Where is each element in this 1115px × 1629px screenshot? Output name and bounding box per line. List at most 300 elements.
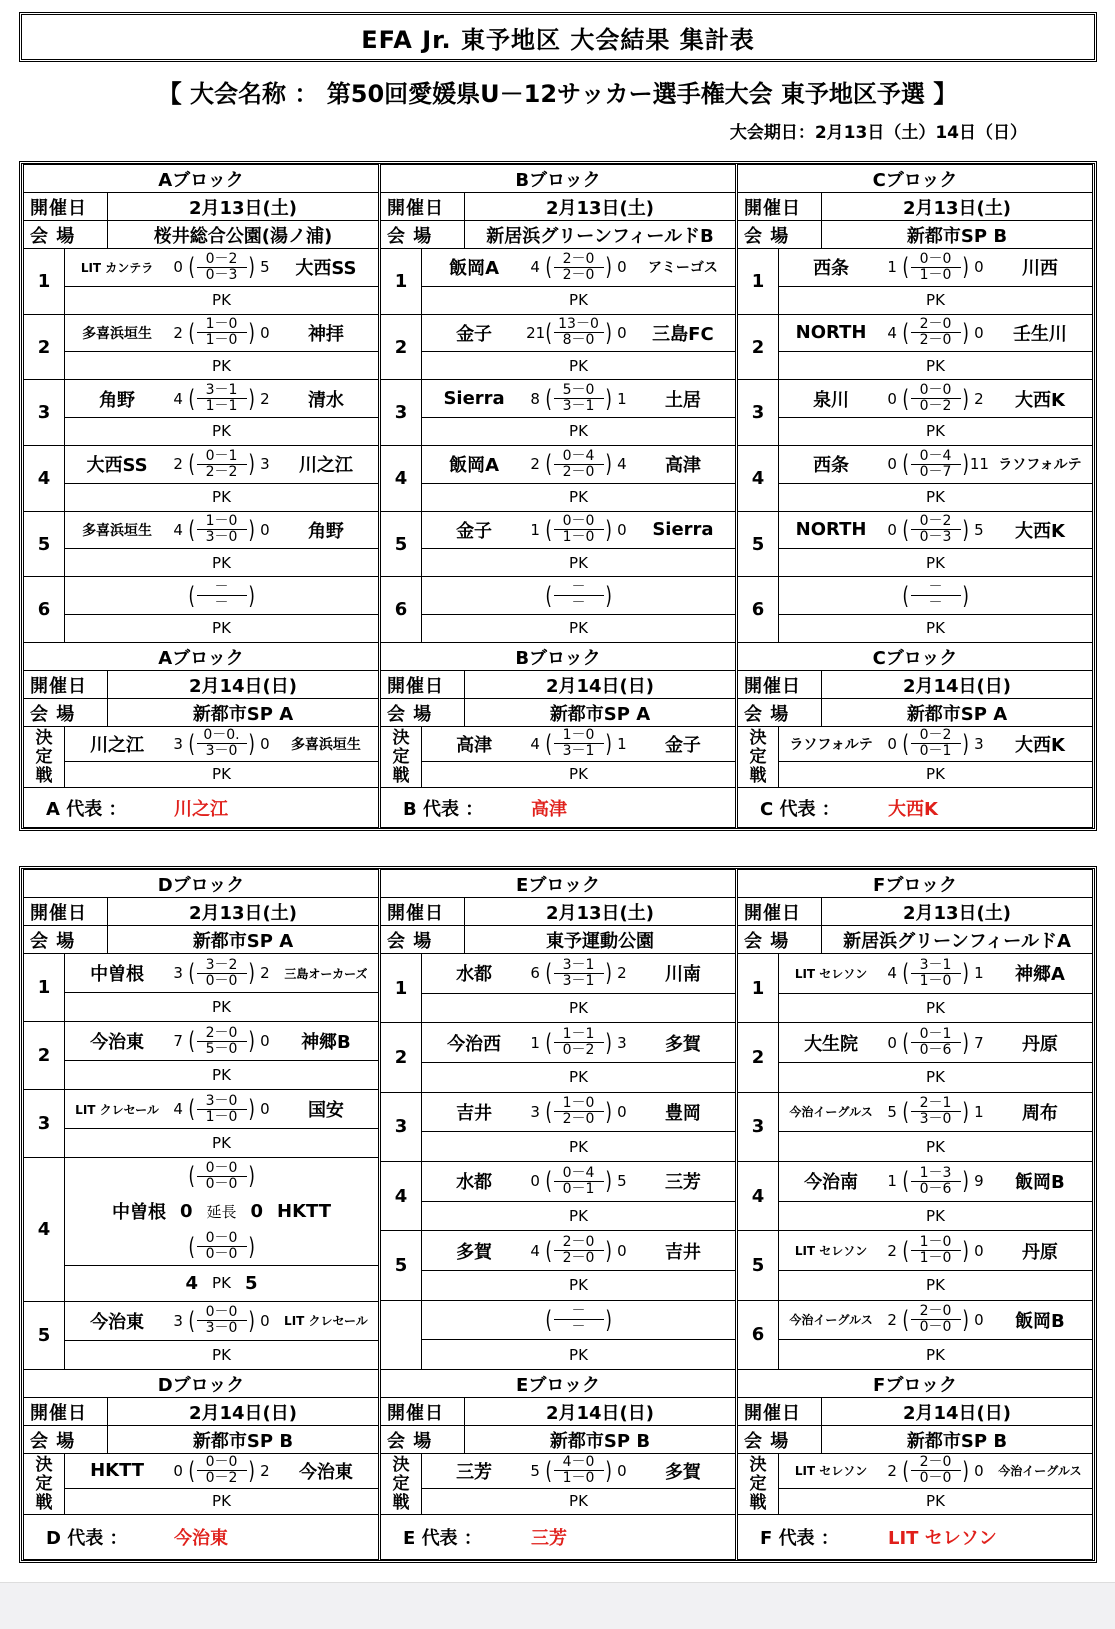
home-team: 三芳 <box>456 1461 493 1483</box>
venue-value: 新都市SP A <box>192 703 294 725</box>
away-team: 三島FC <box>652 323 714 345</box>
game-content <box>779 512 1092 577</box>
second-half: 0－0 <box>919 1319 952 1336</box>
paren-close: ) <box>604 318 612 347</box>
away-team: 今治東 <box>298 1461 353 1483</box>
paren-open: ( <box>545 1097 553 1126</box>
home-team: 中曽根 <box>90 964 145 985</box>
paren-close: ) <box>604 1456 612 1485</box>
game-row <box>24 954 378 1022</box>
venue-row <box>738 926 1092 954</box>
half-scores <box>554 317 604 348</box>
block-header-day2: Dブロック <box>24 1370 378 1398</box>
match-line <box>779 512 1092 549</box>
paren-open: ( <box>545 1028 553 1057</box>
home-score: 0 <box>530 1172 540 1191</box>
game-number: 1 <box>381 249 422 314</box>
home-team: 多喜浜垣生 <box>82 325 153 342</box>
paren-close: ) <box>961 1456 969 1485</box>
second-half: 0－2 <box>205 1470 238 1487</box>
game-row <box>24 446 378 512</box>
final-content <box>422 727 735 787</box>
final-content <box>779 727 1092 787</box>
home-score: 3 <box>173 1311 183 1330</box>
home-score: 7 <box>173 1032 183 1051</box>
away-team: 壬生川 <box>1012 323 1067 345</box>
score <box>526 383 631 414</box>
venue-label: 会 場 <box>381 1426 465 1453</box>
score <box>526 1455 631 1486</box>
paren-open: ( <box>188 1306 196 1335</box>
match-line <box>422 249 735 286</box>
paren-open: ( <box>188 1232 196 1261</box>
home-score: 0 <box>179 1200 193 1222</box>
half-scores <box>554 383 604 414</box>
game-row-extra <box>24 1158 378 1301</box>
home-team: 今治南 <box>804 1172 859 1194</box>
score <box>526 728 631 759</box>
pk-line: PK <box>65 761 378 787</box>
score <box>169 580 274 611</box>
pk-line: PK <box>422 417 735 445</box>
game-number: 3 <box>738 1093 779 1161</box>
pk-line: PK <box>779 1131 1092 1161</box>
game-number: 1 <box>381 954 422 1022</box>
game-number: 4 <box>738 1162 779 1230</box>
final-label-char: 定 <box>392 1473 410 1494</box>
first-half: 1－0 <box>554 1096 604 1112</box>
final-label-char: 定 <box>749 746 767 767</box>
game-number: 2 <box>381 1023 422 1091</box>
paren-open: ( <box>545 581 553 610</box>
away-team: 金子 <box>664 734 701 756</box>
final-content <box>65 1454 378 1514</box>
home-score: 0 <box>887 455 897 474</box>
block-header: Fブロック <box>738 870 1092 898</box>
block-b <box>380 164 736 828</box>
paren-open: ( <box>902 581 910 610</box>
game-content <box>422 315 735 380</box>
paren-open: ( <box>188 253 196 282</box>
date-row <box>24 193 378 221</box>
first-half: － <box>554 580 604 596</box>
game-content <box>779 380 1092 445</box>
game-row <box>24 1022 378 1090</box>
paren-close: ) <box>604 581 612 610</box>
venue-row <box>381 221 735 249</box>
game-row <box>381 512 735 578</box>
home-team: 飯岡A <box>449 258 500 280</box>
paren-open: ( <box>545 253 553 282</box>
match-line <box>422 446 735 483</box>
home-team: 大西SS <box>86 455 148 477</box>
home-team: 吉井 <box>456 1102 493 1124</box>
away-score: 0 <box>974 258 984 277</box>
final-match <box>24 1454 378 1515</box>
home-score: 6 <box>530 964 540 983</box>
away-score: 7 <box>974 1033 984 1052</box>
match-line <box>65 727 378 761</box>
home-score: 3 <box>173 964 183 982</box>
score <box>169 317 274 348</box>
away-score: 0 <box>617 258 627 277</box>
second-half: 0－6 <box>919 1042 952 1059</box>
second-half: 2－0 <box>562 1111 595 1128</box>
half-scores <box>554 1096 604 1127</box>
half-scores <box>197 252 247 283</box>
paren-open: ( <box>188 515 196 544</box>
away-score: 2 <box>260 964 270 982</box>
second-half: 3－0 <box>205 1320 238 1337</box>
paren-open: ( <box>902 959 910 988</box>
venue-row <box>738 221 1092 249</box>
game-content <box>65 577 378 642</box>
games-list <box>738 249 1092 643</box>
home-score: 1 <box>887 258 897 277</box>
away-score: 0 <box>974 1241 984 1260</box>
first-half: 0－0 <box>197 1161 247 1177</box>
final-label <box>381 1454 422 1514</box>
game-number: 5 <box>738 512 779 577</box>
pk-line: PK <box>65 1128 378 1157</box>
half-scores <box>197 514 247 545</box>
game-row <box>738 380 1092 446</box>
first-half: 3－1 <box>197 383 247 399</box>
game-row <box>381 249 735 315</box>
game-content <box>65 1302 378 1369</box>
paren-open: ( <box>545 729 553 758</box>
first-half: 3－2 <box>197 958 247 974</box>
game-number: 2 <box>738 1023 779 1091</box>
date-row <box>738 898 1092 926</box>
away-score: 0 <box>617 323 627 342</box>
block-representative <box>738 788 1092 827</box>
away-team: 神郷A <box>1014 964 1065 986</box>
first-half: － <box>911 580 961 596</box>
game-content <box>779 446 1092 511</box>
half-scores <box>197 449 247 480</box>
first-half: 2－0 <box>911 317 961 333</box>
home-score: 8 <box>530 389 540 408</box>
game-content <box>422 249 735 314</box>
second-half: － <box>214 595 229 612</box>
half-scores <box>197 1094 247 1125</box>
pk-line: PK <box>65 1340 378 1369</box>
game-row <box>381 577 735 643</box>
paren-open: ( <box>188 959 196 987</box>
paren-open: ( <box>188 318 196 347</box>
home-score: 4 <box>887 964 897 983</box>
score <box>526 317 631 348</box>
home-score: 0 <box>173 1461 183 1480</box>
venue-value: 新居浜グリーンフィールドB <box>486 225 714 247</box>
game-row <box>381 1162 735 1231</box>
representative-label: F 代表 ： <box>760 1528 839 1549</box>
paren-close: ) <box>604 1167 612 1196</box>
score <box>883 580 988 611</box>
venue-label: 会 場 <box>738 221 822 248</box>
away-score: 5 <box>617 1172 627 1191</box>
away-team: 大西SS <box>295 258 357 280</box>
match-line <box>779 1093 1092 1132</box>
half-scores <box>197 317 247 348</box>
final-content <box>422 1454 735 1514</box>
paren-close: ) <box>604 1097 612 1126</box>
away-team: 周布 <box>1021 1102 1058 1124</box>
first-half: 2－0 <box>911 1455 961 1471</box>
half-scores <box>554 252 604 283</box>
second-half: 5－0 <box>205 1040 238 1057</box>
game-number: 5 <box>24 512 65 577</box>
match-line <box>779 1023 1092 1062</box>
final-label-char: 戦 <box>749 1492 767 1513</box>
venue-row-day2 <box>24 699 378 727</box>
pk-line: PK <box>779 614 1092 642</box>
first-half: 0－4 <box>554 1166 604 1182</box>
home-score: 4 <box>173 1100 183 1119</box>
away-score: 0 <box>617 1241 627 1260</box>
home-team: 西条 <box>813 455 850 477</box>
date-label: 開催日 <box>24 193 108 220</box>
second-half: 1－0 <box>562 1470 595 1487</box>
first-half: 0－1 <box>197 449 247 465</box>
venue-label: 会 場 <box>24 221 108 248</box>
game-row <box>738 446 1092 512</box>
paren-close: ) <box>961 959 969 988</box>
second-half: 0－0 <box>919 1470 952 1487</box>
home-score: 0 <box>887 734 897 753</box>
date-value: 2月13日(土) <box>902 197 1012 219</box>
pk-line: PK <box>779 351 1092 379</box>
final-label-char: 戦 <box>392 1492 410 1513</box>
score <box>883 1235 988 1266</box>
first-half: 2－0 <box>554 252 604 268</box>
half-scores <box>197 383 247 414</box>
game-number: 5 <box>738 1231 779 1299</box>
match-line <box>779 727 1092 761</box>
paren-open: ( <box>902 253 910 282</box>
game-content <box>65 380 378 445</box>
game-row <box>381 954 735 1023</box>
representative-label: B 代表 ： <box>403 798 484 820</box>
score <box>169 1026 274 1057</box>
first-half: － <box>197 580 247 596</box>
final-content <box>65 727 378 787</box>
away-team: LIT クレセール <box>284 1314 368 1329</box>
first-half: 0－2 <box>197 252 247 268</box>
game-content <box>779 1023 1092 1091</box>
paren-close: ) <box>247 1456 255 1485</box>
game-row <box>381 1093 735 1162</box>
pk-line: PK <box>65 1488 378 1514</box>
away-team: 飯岡B <box>1015 1310 1065 1332</box>
block-header: Cブロック <box>738 165 1092 193</box>
half-scores <box>911 1235 961 1266</box>
match-line <box>779 1301 1092 1340</box>
home-team: 今治東 <box>90 1032 145 1054</box>
away-team: 豊岡 <box>664 1102 701 1124</box>
home-team: NORTH <box>795 322 867 344</box>
pk-label: PK <box>212 1274 231 1293</box>
paren-close: ) <box>961 1305 969 1334</box>
second-half: 0－1 <box>562 1180 595 1197</box>
paren-close: ) <box>247 729 255 758</box>
away-score: 0 <box>617 1102 627 1121</box>
game-content <box>65 446 378 511</box>
extra-label: 延長 <box>206 1202 237 1221</box>
game-number: 6 <box>381 577 422 642</box>
game-number <box>381 1301 422 1369</box>
game-content <box>65 954 378 1021</box>
pk-line: PK <box>65 483 378 511</box>
away-team: Sierra <box>652 519 714 541</box>
game-content <box>779 577 1092 642</box>
date-value: 2月13日(土) <box>545 197 655 219</box>
games-list <box>738 954 1092 1370</box>
away-team: 神拝 <box>307 323 344 345</box>
away-score: 3 <box>974 734 984 753</box>
away-score: 1 <box>974 1102 984 1121</box>
away-team: 吉井 <box>664 1241 701 1263</box>
date-row-day2 <box>738 1398 1092 1426</box>
half-scores <box>554 958 604 989</box>
pk-line: PK <box>422 483 735 511</box>
home-score: 0 <box>887 1033 897 1052</box>
home-team: 高津 <box>456 734 493 756</box>
pk-line: PK <box>779 1270 1092 1300</box>
block-representative <box>738 1515 1092 1559</box>
half-scores <box>197 958 247 989</box>
date-value: 2月13日(土) <box>188 197 298 219</box>
away-score: 0 <box>974 323 984 342</box>
score <box>526 1166 631 1197</box>
final-label-char: 決 <box>392 1454 410 1475</box>
section-def <box>19 866 1097 1563</box>
home-team: 川之江 <box>90 734 145 756</box>
paren-open: ( <box>188 1456 196 1485</box>
report-title: EFA Jr. 東予地区 大会結果 集計表 <box>19 12 1097 62</box>
paren-open: ( <box>545 1167 553 1196</box>
half-scores <box>554 1235 604 1266</box>
pk-line: PK <box>779 286 1092 314</box>
date-label: 開催日 <box>381 671 465 698</box>
paren-close: ) <box>604 515 612 544</box>
game-number: 2 <box>24 1022 65 1089</box>
game-number: 4 <box>381 446 422 511</box>
match-line <box>779 1454 1092 1488</box>
half-scores <box>911 514 961 545</box>
game-row <box>381 1301 735 1370</box>
away-team: 飯岡B <box>1015 1172 1065 1194</box>
game-content <box>65 1090 378 1157</box>
second-half: － <box>928 595 943 612</box>
game-content <box>422 1023 735 1091</box>
home-team: 泉川 <box>813 389 850 411</box>
match-line <box>422 512 735 549</box>
final-label <box>24 727 65 787</box>
paren-open: ( <box>902 1167 910 1196</box>
match-line <box>65 380 378 417</box>
score <box>169 252 274 283</box>
second-half: 0－7 <box>919 463 952 480</box>
away-team: 川南 <box>664 964 701 986</box>
block-header: Dブロック <box>24 870 378 898</box>
half-scores <box>197 1305 247 1336</box>
game-row <box>24 577 378 643</box>
home-score: 4 <box>887 323 897 342</box>
home-team: 今治イーグルス <box>789 1105 873 1120</box>
game-content <box>422 954 735 1022</box>
game-content <box>779 315 1092 380</box>
home-team: LIT セレソン <box>794 966 868 981</box>
home-team: 今治西 <box>447 1033 502 1055</box>
first-half: 0－0 <box>197 1305 247 1321</box>
away-team: 国安 <box>307 1100 344 1122</box>
block-representative <box>24 788 378 827</box>
match-line <box>422 315 735 352</box>
second-half: 0－6 <box>919 1180 952 1197</box>
home-score: 3 <box>530 1102 540 1121</box>
venue-row-day2 <box>738 699 1092 727</box>
game-number: 5 <box>24 1302 65 1369</box>
away-team: 角野 <box>307 520 344 542</box>
home-team: 金子 <box>456 520 493 542</box>
away-team: 土居 <box>664 389 701 411</box>
match-line <box>422 577 735 614</box>
venue-value: 新都市SP A <box>549 703 651 725</box>
game-content <box>65 315 378 380</box>
home-team: Sierra <box>443 388 505 410</box>
match-line <box>422 1231 735 1270</box>
away-score: 0 <box>260 1032 270 1051</box>
paren-open: ( <box>188 1162 196 1191</box>
game-number: 5 <box>381 1231 422 1299</box>
away-team: 丹原 <box>1021 1033 1058 1055</box>
paren-open: ( <box>902 1028 910 1057</box>
paren-open: ( <box>545 1456 553 1485</box>
away-score: 0 <box>617 1461 627 1480</box>
paren-close: ) <box>961 253 969 282</box>
tournament-period: 大会期日：2月13日（土）14日（日） <box>729 123 1027 143</box>
score <box>526 958 631 989</box>
home-score: 4 <box>530 258 540 277</box>
game-content <box>422 577 735 642</box>
paren-close: ) <box>247 581 255 610</box>
representative-team: 川之江 <box>174 798 228 820</box>
game-row <box>24 1302 378 1370</box>
game-content <box>65 1022 378 1089</box>
home-score: 2 <box>887 1241 897 1260</box>
home-team: 大生院 <box>804 1033 859 1055</box>
paren-open: ( <box>902 1236 910 1265</box>
game-number: 3 <box>24 1090 65 1157</box>
block-header-day2: Bブロック <box>381 643 735 671</box>
game-content <box>65 249 378 314</box>
game-row <box>738 954 1092 1023</box>
paren-open: ( <box>545 384 553 413</box>
away-score: 5 <box>974 520 984 539</box>
home-score: 2 <box>887 1310 897 1329</box>
half-scores <box>554 728 604 759</box>
score <box>169 1305 274 1336</box>
paren-close: ) <box>247 1027 255 1056</box>
away-team: 大西K <box>1014 389 1065 411</box>
half-scores <box>197 1161 247 1192</box>
pk-home: 4 <box>185 1272 199 1294</box>
away-score: 3 <box>617 1033 627 1052</box>
game-number: 4 <box>381 1162 422 1230</box>
date-value: 2月14日(日) <box>902 1402 1012 1424</box>
